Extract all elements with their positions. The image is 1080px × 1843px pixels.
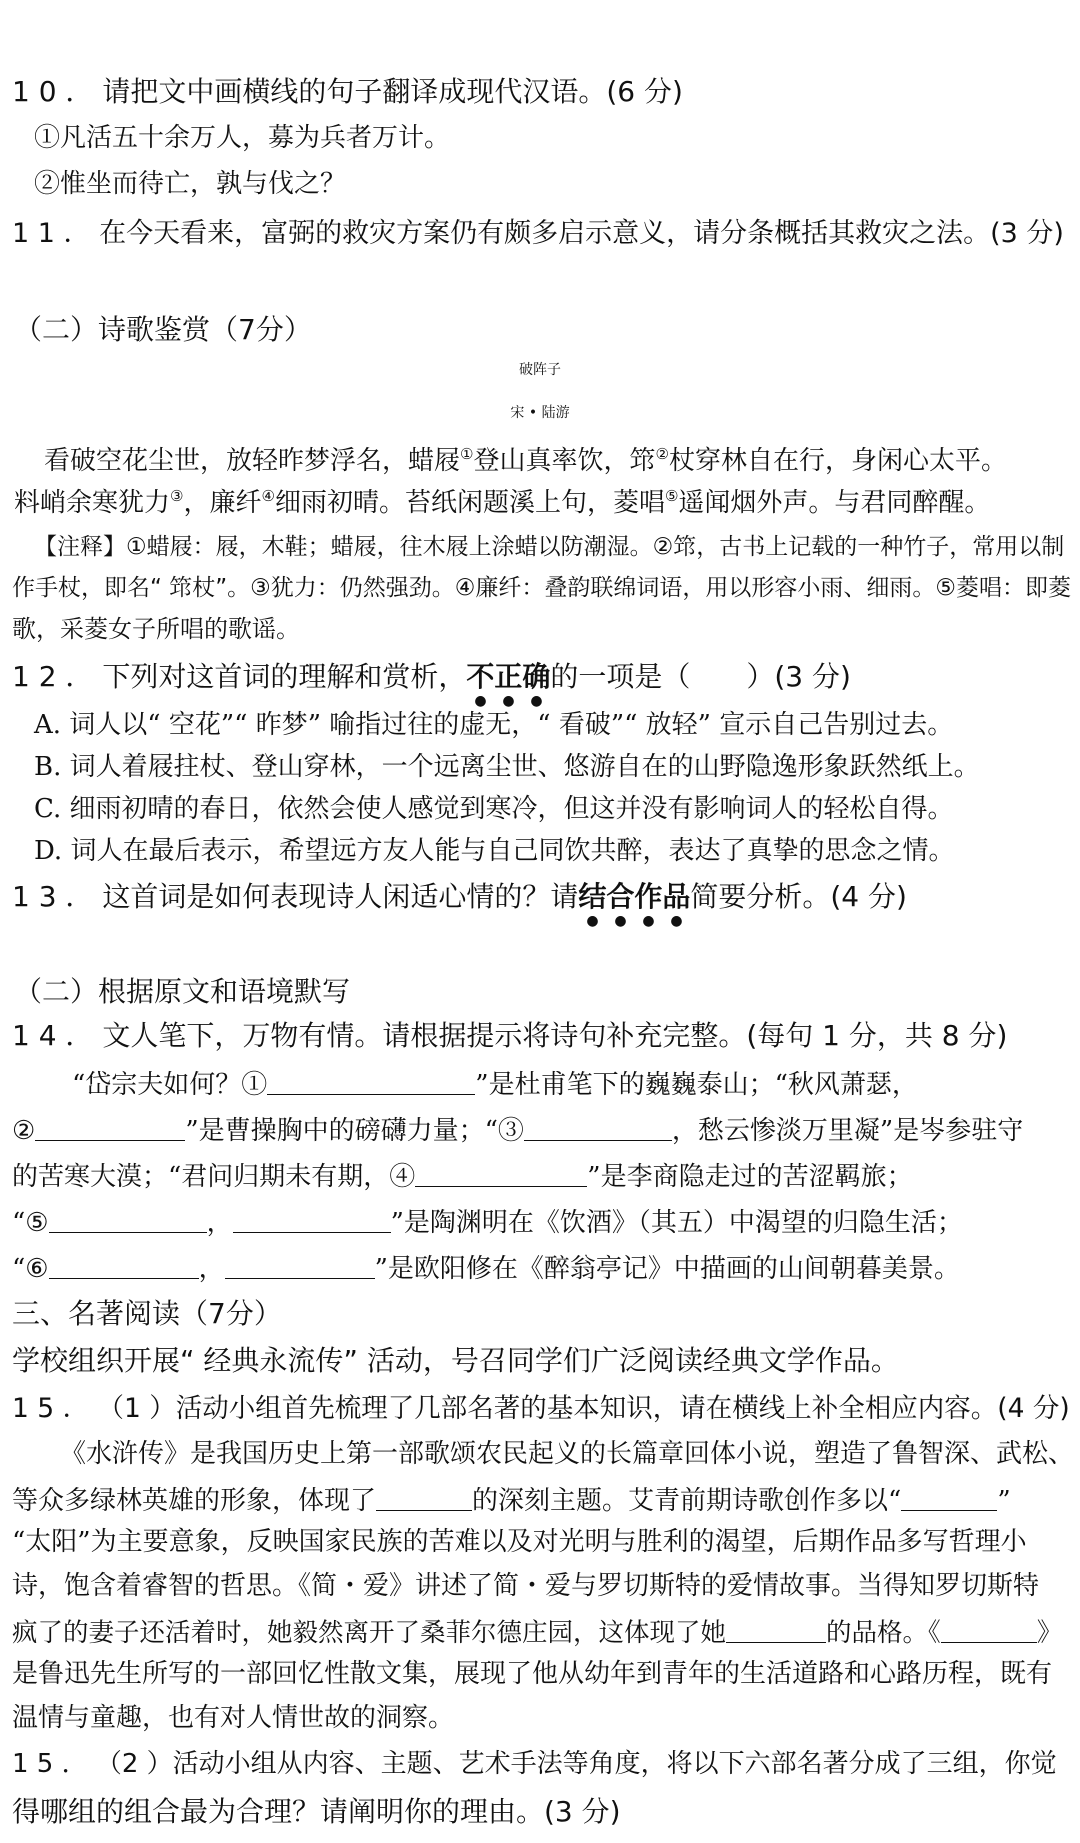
poem-title: 破阵子 <box>519 362 561 378</box>
poem-annotation-line-3: 歌，采菱女子所唱的歌谣。 <box>12 615 300 643</box>
q15-passage-line-2: 等众多绿林英雄的形象，体现了 的深刻主题。艾青前期诗歌创作多以“ ” <box>12 1486 1011 1516</box>
q12-title: 1 2 ． 下列对这首词的理解和赏析，不正确的一项是（ ）(3 分) <box>12 660 851 693</box>
fill-blank-6a[interactable] <box>49 1252 199 1279</box>
q10-title: 1 0 ． 请把文中画横线的句子翻译成现代汉语。(6 分) <box>12 75 683 108</box>
fill-blank-book-title[interactable] <box>941 1616 1037 1643</box>
q15-2-title-line-2: 得哪组的组合最为合理？请阐明你的理由。(3 分) <box>12 1795 621 1828</box>
poem-line-1: 看破空花尘世，放轻昨梦浮名，蜡屐①登山真率饮，筇②杖穿林自在行，身闲心太平。 <box>44 445 1007 476</box>
fill-blank-character[interactable] <box>726 1616 826 1643</box>
q15-passage-line-1: 《水浒传》是我国历史上第一部歌颂农民起义的长篇章回体小说，塑造了鲁智深、武松、 <box>60 1439 1075 1469</box>
q15-passage-line-6: 是鲁迅先生所写的一部回忆性散文集，展现了他从幼年到青年的生活道路和心路历程，既有 <box>12 1659 1053 1689</box>
q12-option-b: B. 词人着屐拄杖、登山穿林，一个远离尘世、悠游自在的山野隐逸形象跃然纸上。 <box>34 752 980 782</box>
q12-emphasis: 不正确 <box>466 660 551 693</box>
fill-blank-5b[interactable] <box>233 1206 391 1233</box>
q14-line-5: “⑥ ， ”是欧阳修在《醉翁亭记》中描画的山间朝暮美景。 <box>12 1254 960 1284</box>
fill-blank-imagery[interactable] <box>901 1484 997 1511</box>
poetry-section-heading: （二）诗歌鉴赏（7分） <box>14 313 312 346</box>
q14-line-1: “岱宗夫如何？① ”是杜甫笔下的巍巍泰山；“秋风萧瑟， <box>72 1070 918 1100</box>
q15-passage-line-3: “太阳”为主要意象，反映国家民族的苦难以及对光明与胜利的渴望，后期作品多写哲理小 <box>12 1527 1027 1557</box>
classics-section-heading: 三、名著阅读（7分） <box>12 1297 282 1330</box>
q15-1-title: 1 5 ． （1 ）活动小组首先梳理了几部名著的基本知识，请在横线上补全相应内容。(4 分) <box>12 1393 1070 1424</box>
q12-option-a: A. 词人以“ 空花”“ 昨梦” 喻指过往的虚无，“ 看破”“ 放轻” 宣示自己告别过去。 <box>34 710 954 740</box>
fill-blank-2[interactable] <box>35 1114 185 1141</box>
q12-option-d: D. 词人在最后表示，希望远方友人能与自己同饮共醉，表达了真挚的思念之情。 <box>34 836 955 866</box>
fill-blank-theme[interactable] <box>376 1484 472 1511</box>
poem-annotation-line-2: 作手杖，即名“ 筇杖”。③犹力：仍然强劲。④廉纤：叠韵联绵词语，用以形容小雨、细雨。⑤菱唱：即菱 <box>12 575 1071 601</box>
q10-sentence-1: ①凡活五十余万人，募为兵者万计。 <box>34 123 451 153</box>
q14-line-2: ② ”是曹操胸中的磅礴力量；“③ ，愁云惨淡万里凝”是岑参驻守 <box>12 1116 1024 1146</box>
q13-title: 1 3 ． 这首词是如何表现诗人闲适心情的？请结合作品简要分析。(4 分) <box>12 880 907 913</box>
q11-title: 1 1 ． 在今天看来，富弼的救灾方案仍有颇多启示意义，请分条概括其救灾之法。(3 分) <box>12 218 1064 249</box>
fill-blank-3[interactable] <box>524 1114 672 1141</box>
fill-blank-5a[interactable] <box>49 1206 207 1233</box>
q14-line-3: 的苦寒大漠；“君问归期未有期，④ ”是李商隐走过的苦涩羁旅； <box>12 1162 913 1192</box>
q15-passage-line-7: 温情与童趣，也有对人情世故的洞察。 <box>12 1703 455 1733</box>
poem-line-2: 料峭余寒犹力③，廉纤④细雨初晴。苔纸闲题溪上句，菱唱⑤遥闻烟外声。与君同醉醒。 <box>14 487 991 518</box>
q15-2-title-line-1: 1 5 ． （2 ）活动小组从内容、主题、艺术手法等角度，将以下六部名著分成了三组，你觉 <box>12 1749 1057 1779</box>
q15-passage-line-5: 疯了的妻子还活着时，她毅然离开了桑菲尔德庄园，这体现了她 的品格。《 》 <box>12 1618 1063 1648</box>
q14-title: 1 4 ． 文人笔下，万物有情。请根据提示将诗句补充完整。(每句 1 分，共 8 分) <box>12 1019 1008 1052</box>
recite-section-heading: （二）根据原文和语境默写 <box>14 975 351 1008</box>
classics-intro: 学校组织开展“ 经典永流传” 活动，号召同学们广泛阅读经典文学作品。 <box>12 1344 899 1377</box>
q10-sentence-2: ②惟坐而待亡，孰与伐之？ <box>34 169 347 199</box>
q13-emphasis: 结合作品 <box>578 880 691 913</box>
poem-author: 宋 • 陆游 <box>510 405 570 421</box>
fill-blank-6b[interactable] <box>225 1252 375 1279</box>
q14-line-4: “⑤ ， ”是陶渊明在《饮酒》（其五）中渴望的归隐生活； <box>12 1208 963 1238</box>
q15-passage-line-4: 诗，饱含着睿智的哲思。《简・爱》讲述了简・爱与罗切斯特的爱情故事。当得知罗切斯特 <box>12 1571 1040 1601</box>
poem-annotation-line-1: 【注释】①蜡屐：屐，木鞋；蜡屐，往木屐上涂蜡以防潮湿。②筇，古书上记载的一种竹子，常用以制 <box>34 534 1065 560</box>
q12-option-c: C. 细雨初晴的春日，依然会使人感觉到寒冷，但这并没有影响词人的轻松自得。 <box>34 794 954 824</box>
fill-blank-1[interactable] <box>267 1068 475 1095</box>
fill-blank-4[interactable] <box>415 1160 587 1187</box>
